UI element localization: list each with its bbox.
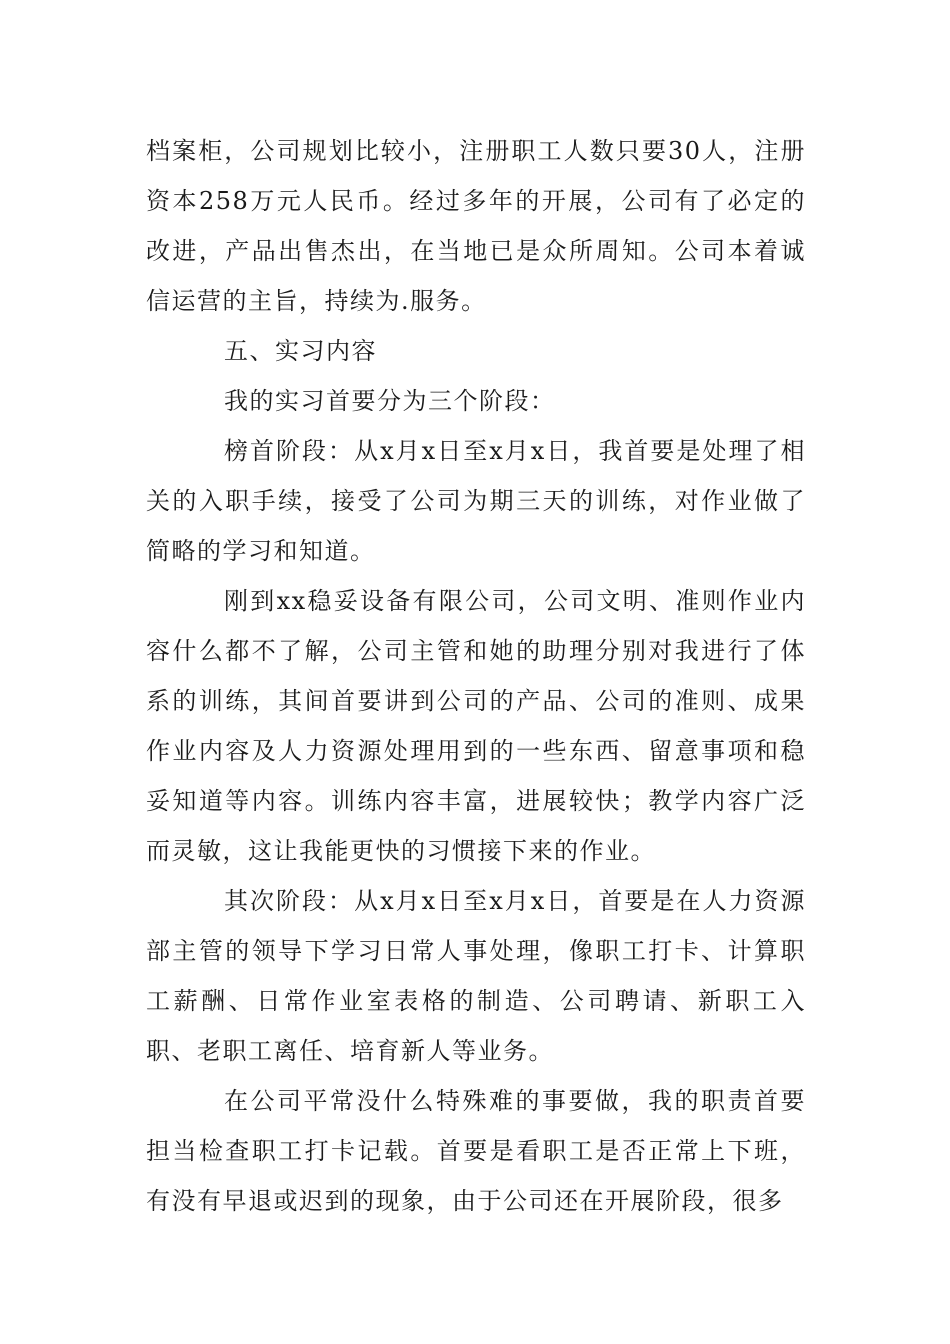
paragraph-duties: 在公司平常没什么特殊难的事要做，我的职责首要担当检查职工打卡记载。首要是看职工是否正常上下班，有没有早退或迟到的现象，由于公司还在开展阶段，很多 — [146, 1087, 806, 1215]
section-heading-internship-content: 五、实习内容 — [224, 337, 377, 365]
paragraph-company-profile: 档案柜，公司规划比较小，注册职工人数只要30人，注册资本258万元人民币。经过多年的开展，公司有了必定的改进，产品出售杰出，在当地已是众所周知。公司本着诚信运营的主旨，持续为.服务。 — [146, 137, 806, 315]
paragraph-training: 刚到xx稳妥设备有限公司，公司文明、准则作业内容什么都不了解，公司主管和她的助理分别对我进行了体系的训练，其间首要讲到公司的产品、公司的准则、成果作业内容及人力资源处理用到的一些东西、留意事项和稳妥知道等内容。训练内容丰富，进展较快；教学内容广泛而灵敏，这让我能更快的习惯接下来的作业。 — [146, 587, 806, 865]
document-body — [146, 126, 806, 1226]
paragraph-second-stage: 其次阶段：从x月x日至x月x日，首要是在人力资源部主管的领导下学习日常人事处理，像职工打卡、计算职工薪酬、日常作业室表格的制造、公司聘请、新职工入职、老职工离任、培育新人等业务。 — [146, 887, 806, 1065]
paragraph-stages-intro: 我的实习首要分为三个阶段： — [224, 387, 556, 415]
paragraph-first-stage: 榜首阶段：从x月x日至x月x日，我首要是处理了相关的入职手续，接受了公司为期三天的训练，对作业做了简略的学习和知道。 — [146, 437, 806, 565]
